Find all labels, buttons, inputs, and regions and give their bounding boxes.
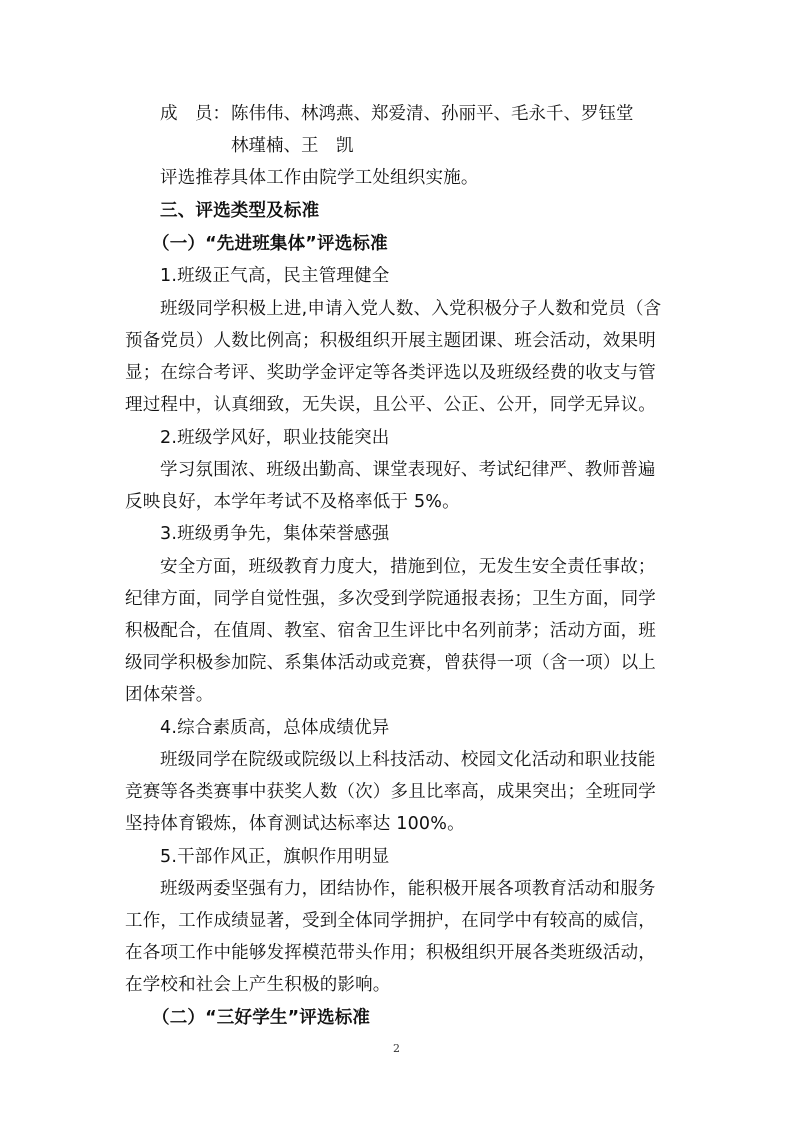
item-3-line: 安全方面，班级教育力度大，措施到位，无发生安全责任事故；: [160, 557, 656, 577]
page-number: 2: [393, 1042, 400, 1055]
item-5-line: 工作，工作成绩显著，受到全体同学拥护，在同学中有较高的威信，: [125, 911, 656, 931]
subsection-heading-1: （一）“先进班集体”评选标准: [152, 234, 388, 254]
members-label: 成 员：: [160, 104, 230, 124]
item-2-title: 2.班级学风好，职业技能突出: [160, 428, 390, 448]
item-1-line: 班级同学积极上进,申请入党人数、入党积极分子人数和党员（含: [160, 299, 662, 319]
item-5-line: 在学校和社会上产生积极的影响。: [125, 975, 391, 995]
committee-members-line1: [160, 102, 634, 126]
item-1-title: 1.班级正气高，民主管理健全: [160, 266, 390, 286]
item-4-line: 竞赛等各类赛事中获奖人数（次）多且比率高，成果突出；全班同学: [125, 782, 656, 802]
item-1-line: 预备党员）人数比例高；积极组织开展主题团课、班会活动，效果明: [125, 331, 656, 351]
item-3-title: 3.班级勇争先，集体荣誉感强: [160, 524, 390, 544]
item-4-title: 4.综合素质高，总体成绩优异: [160, 718, 390, 738]
item-3-line: 团体荣誉。: [125, 685, 214, 705]
committee-members-line2: 林瑾楠、王 凯: [231, 136, 354, 156]
item-1-line: 理过程中，认真细致，无失误，且公平、公正、公开，同学无异议。: [125, 395, 656, 415]
section-heading-3: 三、评选类型及标准: [160, 201, 320, 221]
members-names-1: 陈伟伟、林鸿燕、郑爱清、孙丽平、毛永千、罗钰堂: [231, 104, 634, 124]
item-4-line: 班级同学在院级或院级以上科技活动、校园文化活动和职业技能: [160, 750, 656, 770]
subsection-heading-2: （二）“三好学生”评选标准: [152, 1008, 371, 1028]
item-5-line: 在各项工作中能够发挥模范带头作用；积极组织开展各类班级活动，: [125, 943, 656, 963]
item-2-line: 学习氛围浓、班级出勤高、课堂表现好、考试纪律严、教师普遍: [160, 460, 656, 480]
intro-paragraph: 评选推荐具体工作由院学工处组织实施。: [160, 168, 479, 188]
item-5-title: 5.干部作风正，旗帜作用明显: [160, 847, 390, 867]
item-4-line: 坚持体育锻炼，体育测试达标率达 100%。: [125, 814, 465, 834]
item-5-line: 班级两委坚强有力，团结协作，能积极开展各项教育活动和服务: [160, 879, 656, 899]
item-3-line: 纪律方面，同学自觉性强，多次受到学院通报表扬；卫生方面，同学: [125, 589, 656, 609]
item-1-line: 显；在综合考评、奖助学金评定等各类评选以及班级经费的收支与管: [125, 363, 656, 383]
item-3-line: 级同学积极参加院、系集体活动或竞赛，曾获得一项（含一项）以上: [125, 653, 656, 673]
item-3-line: 积极配合，在值周、教室、宿舍卫生评比中名列前茅；活动方面，班: [125, 621, 656, 641]
item-2-line: 反映良好，本学年考试不及格率低于 5%。: [125, 492, 460, 512]
